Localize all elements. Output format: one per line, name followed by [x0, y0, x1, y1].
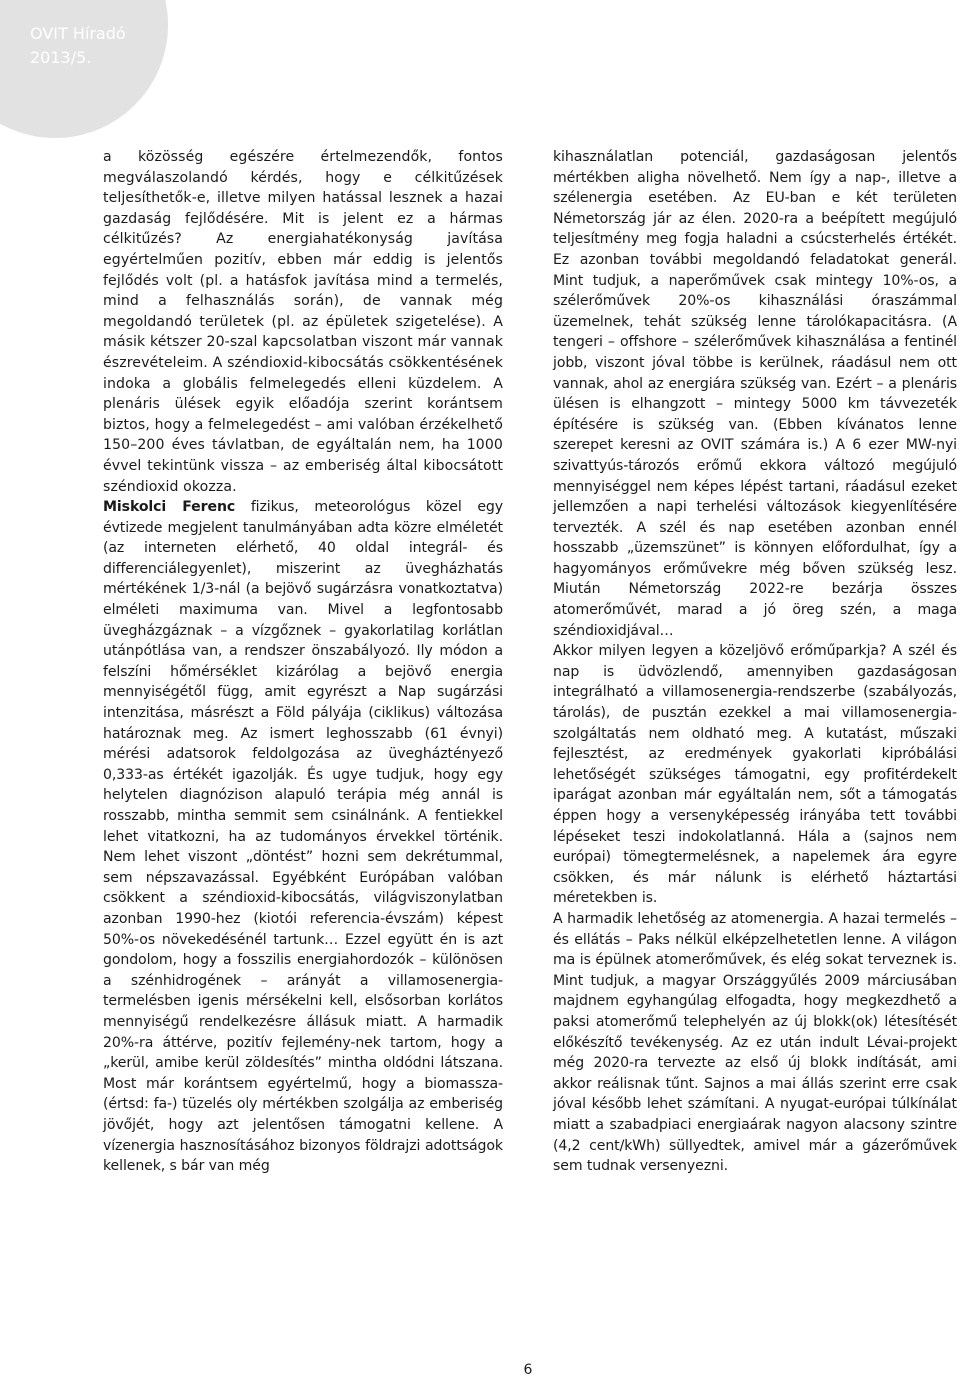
left-paragraph-2-text: fizikus, meteorológus közel egy évtizede megjelent tanulmányában adta közre elméletét (az interneten elérhető, 40 oldal integrál- és differenciálegyenlet), miszerint az üvegházhatás mértékének 1/3-nál (a bejövő sugárzásra vonatkoztatva) elméleti maximuma van. Mivel a legfontosabb üvegházgáznak – a vízgőznek – gyakorlatilag korlátlan utánpótlása van, a rendszer önszabályozó. Ily módon a felszíni hőmérséklet kizárólag a bejövő energia mennyiségétől függ, amit egyrészt a Nap sugárzási intenzitása, másrészt a Föld pályája (ciklikus) változása határoznak meg. Az ismert leghosszabb (61 évnyi) mérési adatsorok feldolgozása az üvegháztényező 0,333-as értékét igazolják. És ugye tudjuk, hogy egy helytelen diagnózison alapuló terápia még annál is rosszabb, mintha semmit sem csinálnánk. A fentiekkel lehet vitatkozni, ha az tudományos érvekkel történik. Nem lehet viszont „döntést” hozni sem dekrétummal, sem népszavazással. Egyébként Európában valóban csökkent a széndioxid-kibocsátás, világviszonylatban azonban 1990-hez (kiotói referencia-évszám) képest 50%-os növekedésénél tartunk… Ezzel együtt én is azt gondolom, hogy a fosszilis energiahordozók – különösen a szénhidrogének – arányát a villamosenergia-termelésben igenis mérsékelni kell, elsősorban korlátos mennyiségű rendelkezésre állásuk miatt. A harmadik 20%-ra áttérve, pozitív fejlemény-nek tartom, hogy a „kerül, amibe kerül zöldesítés” mintha oldódni látszana. Most már korántsem egyértelmű, hogy a biomassza- (értsd: fa-) tüzelés oly mértékben szolgálja az emberiség jövőjét, hogy azt jelentősen támogatni kellene. A vízenergia hasznosításához bizonyos földrajzi adottságok kellenek, s bár van még [103, 499, 503, 1175]
left-paragraph-2 [103, 497, 503, 1177]
right-column [553, 147, 957, 1177]
issue-number: 2013/5. [30, 48, 92, 67]
publication-title: OVIT Híradó [30, 24, 126, 43]
page-header [30, 22, 126, 70]
left-paragraph-1: a közösség egészére értelmezendők, fontos megválaszolandó kérdés, hogy e célkitűzések teljesíthetők-e, illetve milyen hatással lesznek a hazai gazdaság fejlődésére. Mit is jelent ez a hármas célkitűzés? Az energiahatékonyság javítása egyértelműen pozitív, ebben már eddig is jelentős fejlődés volt (pl. a hatásfok javítása mind a termelés, mind a felhasználás során), de vannak még megoldandó területek (pl. az épületek szigetelése). A másik kétszer 20-szal kapcsolatban viszont már vannak észrevételeim. A széndioxid-kibocsátás csökkentésének indoka a globális felmelegedés elleni küzdelem. A plenáris ülések egyik előadója szerint korántsem biztos, hogy a felmelegedést – ami valóban érzékelhető 150–200 éves távlatban, de egyáltalán nem, ha 1000 évvel tekintünk vissza – az emberiség által kibocsátott széndioxid okozza. [103, 149, 503, 495]
right-paragraph-3: A harmadik lehetőség az atomenergia. A hazai termelés – és ellátás – Paks nélkül elképzelhetetlen lenne. A világon ma is épülnek atomerőművek, és elég sokat terveznek is. Mint tudjuk, a magyar Országgyűlés 2009 márciusában majdnem egyhangúlag elfogadta, hogy megkezdhető a paksi atomerőmű telephelyén az új blokk(ok) létesítését előkészítő tevékenység. Az ez után indult Lévai-projekt még 2020-ra tervezte az első új blokk indítását, ami akkor reálisnak tűnt. Sajnos a mai állás szerint erre csak jóval később lehet számítani. A nyugat-európai túlkínálat miatt a szabadpiaci energiaárak nagyon alacsony szintre (4,2 cent/kWh) süllyedtek, amivel már a gázerőművek sem tudnak versenyezni. [553, 910, 957, 1175]
author-name: Miskolci Ferenc [103, 499, 236, 516]
page-number: 6 [523, 1362, 533, 1378]
left-column [103, 147, 503, 1177]
right-paragraph-1: kihasználatlan potenciál, gazdaságosan jelentős mértékben aligha növelhető. Nem így a nap-, illetve a szélenergia esetében. Az EU-ban e két területen Németország jár az élen. 2020-ra a beépített megújuló teljesítmény meg fogja haladni a csúcsterhelés értékét. Ez azonban további megoldandó feladatokat generál. Mint tudjuk, a naperőművek csak mintegy 10%-os, a szélerőművek 20%-os kihasználási óraszámmal üzemelnek, tehát szükség lenne tárolókapacitásra. (A tengeri – offshore – szélerőművek kihasználása a fentinél jobb, viszont jóval többe is kerülnek, ráadásul nem ott vannak, ahol az energiára szükség van. Ezért – a plenáris ülésen is elhangzott – mintegy 5000 km távvezeték építésére is szükség van. (Ebben kívánatos lenne szerepet keresni az OVIT számára is.) A 6 ezer MW-nyi szivattyús-tározós erőmű ekkora változó megújuló mennyiséggel nem képes lépést tartani, ráadásul ezeket jellemzően a napi terhelési változások kiegyenlítésére tervezték. A szél és nap esetében azonban ennél hosszabb „üzemszünet” is könnyen előfordulhat, így a hagyományos erőművekre még bőven szükség lesz. Miután Németország 2022-re bezárja összes atomerőművét, marad a jó öreg szén, a maga széndioxidjával… [553, 149, 957, 639]
right-paragraph-2: Akkor milyen legyen a közeljövő erőműparkja? A szél és nap is üdvözlendő, amennyiben gazdaságosan integrálható a villamosenergia-rendszerbe (szabályozás, tárolás), de pusztán ezekkel a mai villamosenergia-szolgáltatás nem oldható meg. A kutatást, műszaki fejlesztést, az eredmények gyakorlati kipróbálási lehetőségét szükséges támogatni, egy profitérdekelt iparágat azonban már egyáltalán nem, sőt a támogatás éppen hogy a versenyképesség irányába tett további lépéseket teszi indokolatlanná. Hála a (sajnos nem európai) tömegtermelésnek, a napelemek ára egyre csökken, és már nálunk is elérhető háztartási méretekben is. [553, 643, 957, 907]
